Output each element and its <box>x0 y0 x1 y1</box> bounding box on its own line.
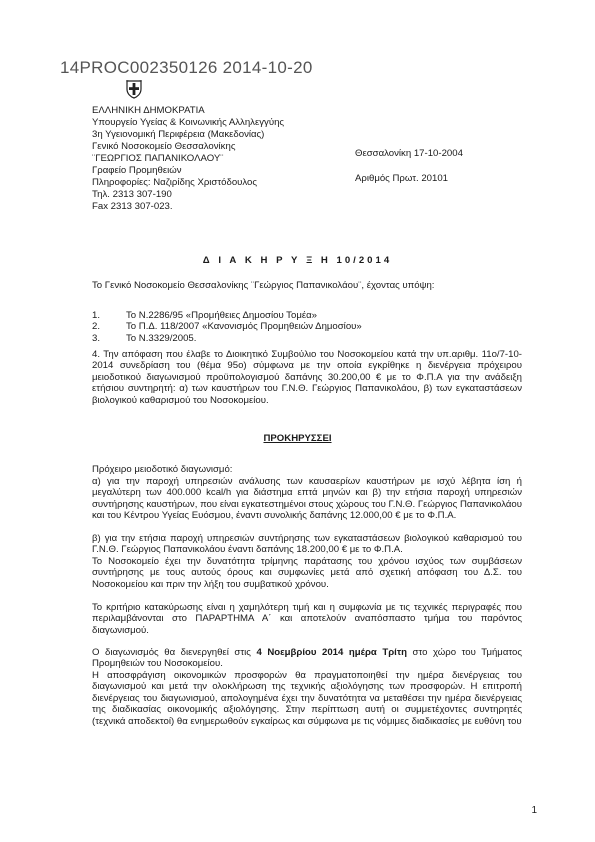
header-line: ΕΛΛΗΝΙΚΗ ΔΗΜΟΚΡΑΤΙΑ <box>92 105 205 116</box>
header-line: Fax 2313 307-023. <box>92 201 173 212</box>
paragraph-b: β) για την ετήσια παροχή υπηρεσιών συντήρησης των εγκαταστάσεων βιολογικού καθαρισμού του Γ.Ν.Θ. Γεώργιος Παπανικολάου έναντι δαπάνης 18.200,00 € με το Φ.Π.Α. <box>92 533 522 556</box>
section-heading: ΠΡΟΚΗΡΥΣΣΕΙ <box>263 433 332 444</box>
paragraph-c: Το Νοσοκομείο έχει την δυνατότητα τρίμηνης παράτασης του χρόνου ισχύος των συμβάσεων συντήρησης με τους αυτούς όρους και συμφωνίες μετά από σχετική απόφαση του Δ.Σ. του Νοσοκομείου και πριν την λήξη του συμβατικού χρόνου. <box>92 556 522 590</box>
intro-paragraph: Το Γενικό Νοσοκομείο Θεσσαλονίκης ¨Γεώργιος Παπανικολάου¨, έχοντας υπόψη: <box>92 280 435 291</box>
header-line: 3η Υγειονομική Περιφέρεια (Μακεδονίας) <box>92 129 265 140</box>
header-line: Πληροφορίες: Ναζιρίδης Χριστόδουλος <box>92 177 258 188</box>
decision-paragraph: 4. Την απόφαση που έλαβε το Διοικητικό Συμβούλιο του Νοσοκομείου κατά την υπ.αριθμ. 11ο/7-10-2014 συνεδρίαση του (θέμα 95ο) σύμφωνα με την οποία εγκρίθηκε η διενέργεια πρόχειρου μειοδοτικού διαγωνισμού προϋπολογισμού δαπάνης 30.200,00 € με το Φ.Π.Α για την ανάδειξη ετήσιου συντηρητή: α) των καυστήρων του Γ.Ν.Θ. Γεώργιος Παπανικολάου, β) των εγκαταστάσεων βιολογικού καθαρισμού του Νοσοκομείου. <box>92 349 522 406</box>
protocol-number: Αριθμός Πρωτ. 20101 <box>355 173 449 184</box>
list-item: 2. Το Π.Δ. 118/2007 «Κανονισμός Προμηθειών Δημοσίου» <box>92 321 362 333</box>
header-line: Τηλ. 2313 307-190 <box>92 189 172 200</box>
title-text: Δ Ι Α Κ Η Ρ Υ Ξ Η 10/2014 <box>202 255 393 266</box>
tender-intro: Πρόχειρο μειοδοτικό διαγωνισμό: <box>92 464 233 475</box>
list-item: 1. Το Ν.2286/95 «Προμήθειες Δημοσίου Τομέα» <box>92 310 318 321</box>
list-item: 3. Το Ν.3329/2005. <box>92 332 197 344</box>
paragraph-e: Ο διαγωνισμός θα διενεργηθεί στις 4 Νοεμβρίου 2014 ημέρα Τρίτη στο χώρο του Τμήματος Προμηθειών του Νοσοκομείου. <box>92 647 522 670</box>
header-line: ¨ΓΕΩΡΓΙΟΣ ΠΑΠΑΝΙΚΟΛΑΟΥ¨ <box>92 153 224 164</box>
paragraph-a: α) για την παροχή υπηρεσιών ανάλυσης των καυσαερίων καυστήρων με ισχύ λέβητα ίση ή μεγαλύτερη των 400.000 kcal/h για διάστημα επτά μηνών και β) την ετήσια παροχή υπηρεσιών συντήρησης καυστήρων, που είναι εγκατεστημένοι στους χώρους του Γ.Ν.Θ. Γεώργιος Παπανικολάου και του Κέντρου Υγείας Ευόσμου, έναντι συνολικής δαπάνης 12.000,00 € με το Φ.Π.Α. <box>92 476 522 522</box>
paragraph-d: Το κριτήριο κατακύρωσης είναι η χαμηλότερη τιμή και η συμφωνία με τις τεχνικές περιγραφές που περιλαμβάνονται στο ΠΑΡΑΡΤΗΜΑ Α΄ και αποτελούν αναπόσπαστο τμήμα του παρόντος διαγωνισμού. <box>92 602 522 636</box>
document-title <box>0 255 595 266</box>
document-id-stamp: 14PROC002350126 2014-10-20 <box>60 58 313 77</box>
header-line: Γενικό Νοσοκομείο Θεσσαλονίκης <box>92 141 236 152</box>
header-line: Γραφείο Προμηθειών <box>92 165 182 176</box>
law-list <box>92 310 362 344</box>
header-line: Υπουργείο Υγείας & Κοινωνικής Αλληλεγγύης <box>92 117 285 128</box>
place-date: Θεσσαλονίκη 17-10-2004 <box>355 148 463 159</box>
greek-coat-of-arms-icon <box>126 80 142 99</box>
tender-date: 4 Νοεμβρίου 2014 ημέρα Τρίτη <box>256 647 407 658</box>
paragraph-f: Η αποσφράγιση οικονομικών προσφορών θα πραγματοποιηθεί την ημέρα διενέργειας του διαγωνισμού και μετά την ολοκλήρωση της τεχνικής αξιολόγησης των προσφορών. Η επιτροπή διενέργειας του διαγωνισμού, απολογημένα έχει την δυνατότητα να μεταθέσει την ημέρα διενέργειας της διαδικασίας οικονομικής αξιολόγησης. Στην περίπτωση αυτή οι συμμετέχοντες συντηρητές (τεχνικά αποδεκτοί) θα ενημερωθούν εγκαίρως και σύμφωνα με τις νόμιμες διαδικασίες με ευθύνη του <box>92 670 522 727</box>
page-number: 1 <box>531 805 537 816</box>
